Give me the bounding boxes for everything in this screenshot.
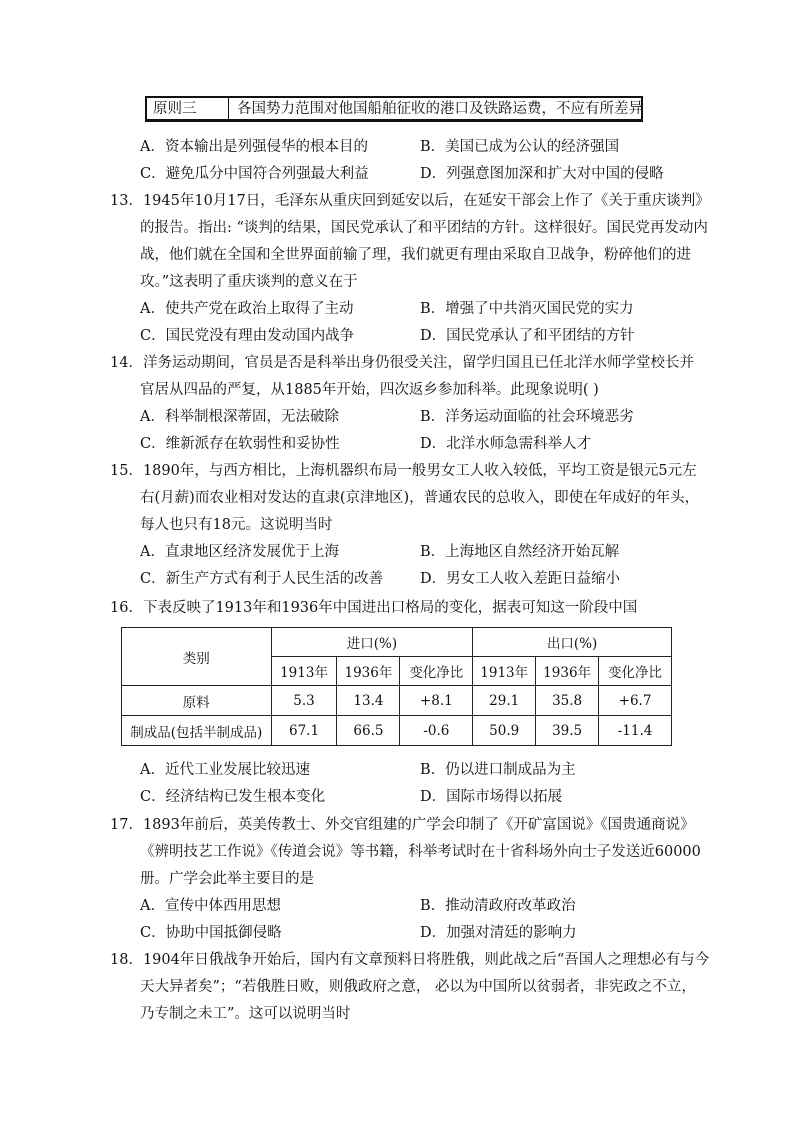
q15-stem-line-3: 每人也只有18元。这说明当时 xyxy=(140,517,333,533)
q13-stem-line-1: 13．1945年10月17日，毛泽东从重庆回到延安以后，在延安干部会上作了《关于重庆谈判》 xyxy=(110,193,710,209)
table-cell: 29.1 xyxy=(473,686,536,716)
table-cell: 50.9 xyxy=(473,716,536,746)
q17-option-c: C．协助中国抵御侵略 xyxy=(140,925,282,941)
q12-option-d: D．列强意图加深和扩大对中国的侵略 xyxy=(420,166,664,182)
q14-option-b: B．洋务运动面临的社会环境恶劣 xyxy=(420,409,634,425)
table-cell: -11.4 xyxy=(599,716,672,746)
q14-stem-line-2: 官居从四品的严复，从1885年开始，四次返乡参加科举。此现象说明( ) xyxy=(140,382,599,398)
q13-stem-line-3: 战，他们就在全国和全世界面前输了理，我们就更有理由采取自卫战争，粉碎他们的进 xyxy=(140,247,691,263)
q16-option-d: D．国际市场得以拓展 xyxy=(420,789,563,805)
q18-stem-line-1: 18．1904年日俄战争开始后，国内有文章预料日将胜俄，则此战之后“吾国人之理想必有与今 xyxy=(110,952,710,968)
q12-option-b: B．美国已成为公认的经济强国 xyxy=(420,139,620,155)
q17-option-d: D．加强对清廷的影响力 xyxy=(420,925,577,941)
sub-header-import-change: 变化净比 xyxy=(400,657,473,686)
table-cell: 13.4 xyxy=(337,686,400,716)
q15-option-c: C．新生产方式有利于人民生活的改善 xyxy=(140,571,384,587)
q17-option-b: B．推动清政府改革政治 xyxy=(420,898,576,914)
q13-stem-line-2: 的报告。指出: “谈判的结果，国民党承认了和平团结的方针。这样很好。国民党再发动内 xyxy=(140,220,708,236)
import-header: 进口(%) xyxy=(271,628,473,657)
table-cell: 39.5 xyxy=(536,716,599,746)
q15-stem-line-2: 右(月薪)而农业相对发达的直隶(京津地区)，普通农民的总收入，即使在年成好的年头， xyxy=(140,490,700,506)
q13-option-b: B．增强了中共消灭国民党的实力 xyxy=(420,301,634,317)
q15-option-d: D．男女工人收入差距日益缩小 xyxy=(420,571,621,587)
sub-header-export-1936: 1936年 xyxy=(536,657,599,686)
q17-option-a: A．宣传中体西用思想 xyxy=(140,898,281,914)
table-cell: 制成品(包括半制成品) xyxy=(122,716,272,746)
table-cell: +8.1 xyxy=(400,686,473,716)
q13-option-c: C．国民党没有理由发动国内战争 xyxy=(140,328,355,344)
export-header: 出口(%) xyxy=(473,628,672,657)
table-cell: 35.8 xyxy=(536,686,599,716)
q18-stem-line-3: 乃专制之未工”。这可以说明当时 xyxy=(140,1006,351,1022)
q13-stem-line-4: 攻。”这表明了重庆谈判的意义在于 xyxy=(140,274,358,290)
q14-option-d: D．北洋水师急需科举人才 xyxy=(420,436,592,452)
q14-option-c: C．维新派存在软弱性和妥协性 xyxy=(140,436,340,452)
q13-option-d: D．国民党承认了和平团结的方针 xyxy=(420,328,635,344)
sub-header-export-change: 变化净比 xyxy=(599,657,672,686)
q17-stem-line-2: 《辨明技艺工作说》《传道会说》等书籍，科举考试时在十省科场外向士子发送近60000 xyxy=(140,844,701,860)
q16-option-c: C．经济结构已发生根本变化 xyxy=(140,789,326,805)
principle-table xyxy=(145,96,643,122)
sub-header-export-1913: 1913年 xyxy=(473,657,536,686)
table-cell: 原料 xyxy=(122,686,272,716)
q18-stem-line-2: 天大异者矣”；“若俄胜日败，则俄政府之意， 必以为中国所以贫弱者，非宪政之不立， xyxy=(140,979,696,995)
sub-header-import-1913: 1913年 xyxy=(271,657,337,686)
q17-stem-line-1: 17．1893年前后，英美传教士、外交官组建的广学会印制了《开矿富国说》《国贵通商说》 xyxy=(110,817,695,833)
q15-option-a: A．直隶地区经济发展优于上海 xyxy=(140,544,339,560)
q16-option-a: A．近代工业发展比较迅速 xyxy=(140,762,310,778)
principle-text: 各国势力范围对他国船舶征收的港口及铁路运费，不应有所差异 xyxy=(237,101,643,117)
q14-option-a: A．科举制根深蒂固，无法破除 xyxy=(140,409,339,425)
trade-table xyxy=(121,627,672,746)
principle-label: 原则三 xyxy=(147,98,229,119)
table-cell: +6.7 xyxy=(599,686,672,716)
q13-option-a: A．使共产党在政治上取得了主动 xyxy=(140,301,354,317)
table-cell: -0.6 xyxy=(400,716,473,746)
sub-header-import-1936: 1936年 xyxy=(337,657,400,686)
table-row xyxy=(122,686,672,716)
table-row xyxy=(122,716,672,746)
q17-stem-line-3: 册。广学会此举主要目的是 xyxy=(140,871,314,887)
q12-option-c: C．避免瓜分中国符合列强最大利益 xyxy=(140,166,369,182)
q16-stem-line-1: 16．下表反映了1913年和1936年中国进出口格局的变化，据表可知这一阶段中国 xyxy=(110,600,638,616)
category-header: 类别 xyxy=(122,628,272,686)
q15-stem-line-1: 15．1890年，与西方相比，上海机器织布局一般男女工人收入较低，平均工资是银元5元左 xyxy=(110,463,697,479)
q12-option-a: A．资本输出是列强侵华的根本目的 xyxy=(140,139,368,155)
table-cell: 67.1 xyxy=(271,716,337,746)
q16-option-b: B．仍以进口制成品为主 xyxy=(420,762,576,778)
q14-stem-line-1: 14．洋务运动期间，官员是否是科举出身仍很受关注，留学归国且已任北洋水师学堂校长并 xyxy=(110,355,694,371)
q15-option-b: B．上海地区自然经济开始瓦解 xyxy=(420,544,620,560)
table-cell: 66.5 xyxy=(337,716,400,746)
table-cell: 5.3 xyxy=(271,686,337,716)
